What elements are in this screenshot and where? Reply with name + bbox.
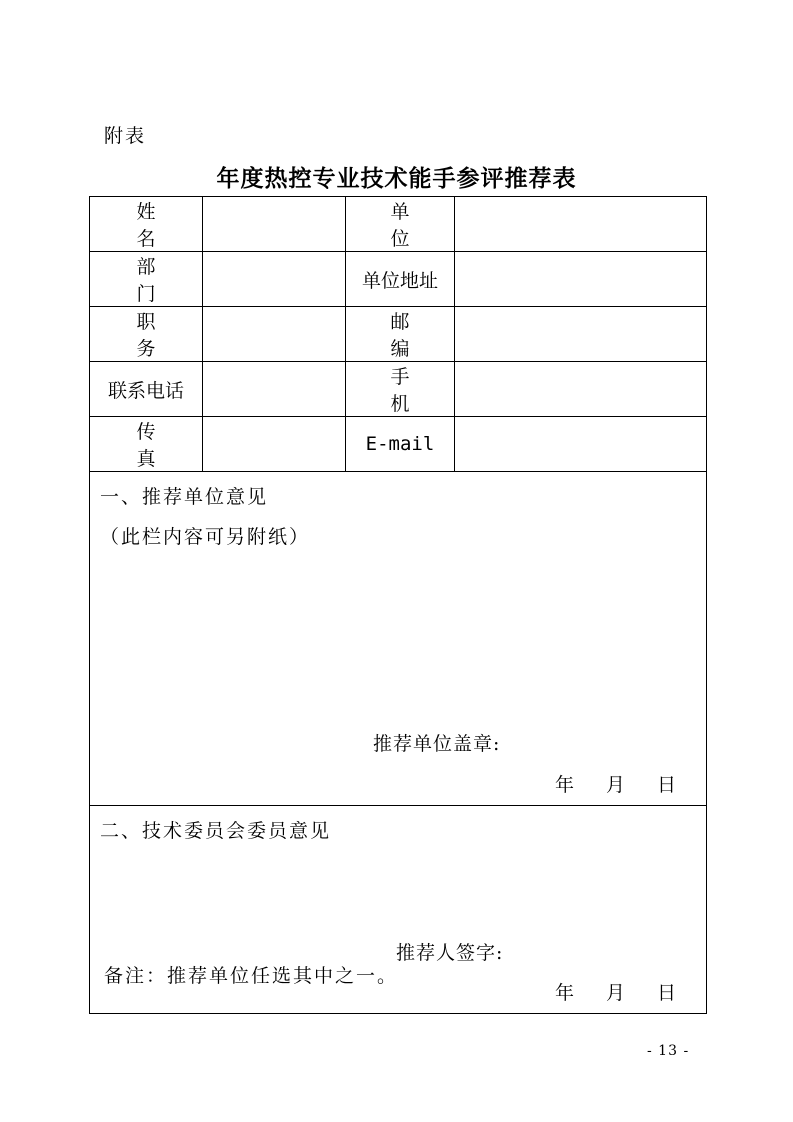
day-label: 日: [656, 982, 676, 1004]
form-row-fax: [90, 417, 707, 472]
email-label: E-mail: [346, 417, 455, 472]
position-label: 职务: [90, 307, 203, 362]
form-row-name: [90, 197, 707, 252]
unit-opinion-section[interactable]: [90, 472, 707, 806]
phone-label: 联系电话: [90, 362, 203, 417]
unit-address-label: 单位地址: [346, 252, 455, 307]
year-label: 年: [554, 774, 574, 796]
fax-label: 传真: [90, 417, 203, 472]
recommender-sign-label: 推荐人签字:: [396, 942, 504, 964]
name-field[interactable]: [203, 197, 346, 252]
name-label: 姓名: [90, 197, 203, 252]
postcode-field[interactable]: [455, 307, 707, 362]
mobile-label: 手机: [346, 362, 455, 417]
mobile-field[interactable]: [455, 362, 707, 417]
position-field[interactable]: [203, 307, 346, 362]
page-title: 年度热控专业技术能手参评推荐表: [216, 166, 577, 192]
attachment-note: （此栏内容可另附纸）: [100, 526, 311, 548]
unit-opinion-date: [555, 770, 676, 797]
form-row-position: [90, 307, 707, 362]
section1-row: [90, 472, 707, 806]
unit-address-field[interactable]: [455, 252, 707, 307]
postcode-label: 邮编: [346, 307, 455, 362]
attachment-label: 附表: [104, 125, 147, 147]
email-field[interactable]: [455, 417, 707, 472]
dept-field[interactable]: [203, 252, 346, 307]
unit-field[interactable]: [455, 197, 707, 252]
form-row-dept: [90, 252, 707, 307]
fax-field[interactable]: [203, 417, 346, 472]
recommendation-form-table: [89, 196, 707, 1014]
dept-label: 部门: [90, 252, 203, 307]
month-label: 月: [605, 982, 625, 1004]
committee-opinion-date: [555, 978, 676, 1005]
unit-seal-label: 推荐单位盖章:: [373, 733, 501, 755]
phone-field[interactable]: [203, 362, 346, 417]
committee-opinion-heading: 二、技术委员会委员意见: [100, 820, 332, 842]
page-number: - 13 -: [647, 1043, 690, 1059]
unit-opinion-heading: 一、推荐单位意见: [100, 486, 269, 508]
month-label: 月: [605, 774, 625, 796]
unit-label: 单位: [346, 197, 455, 252]
form-row-phone: [90, 362, 707, 417]
remark-note: 备注：推荐单位任选其中之一。: [104, 965, 399, 987]
day-label: 日: [656, 774, 676, 796]
year-label: 年: [554, 982, 574, 1004]
